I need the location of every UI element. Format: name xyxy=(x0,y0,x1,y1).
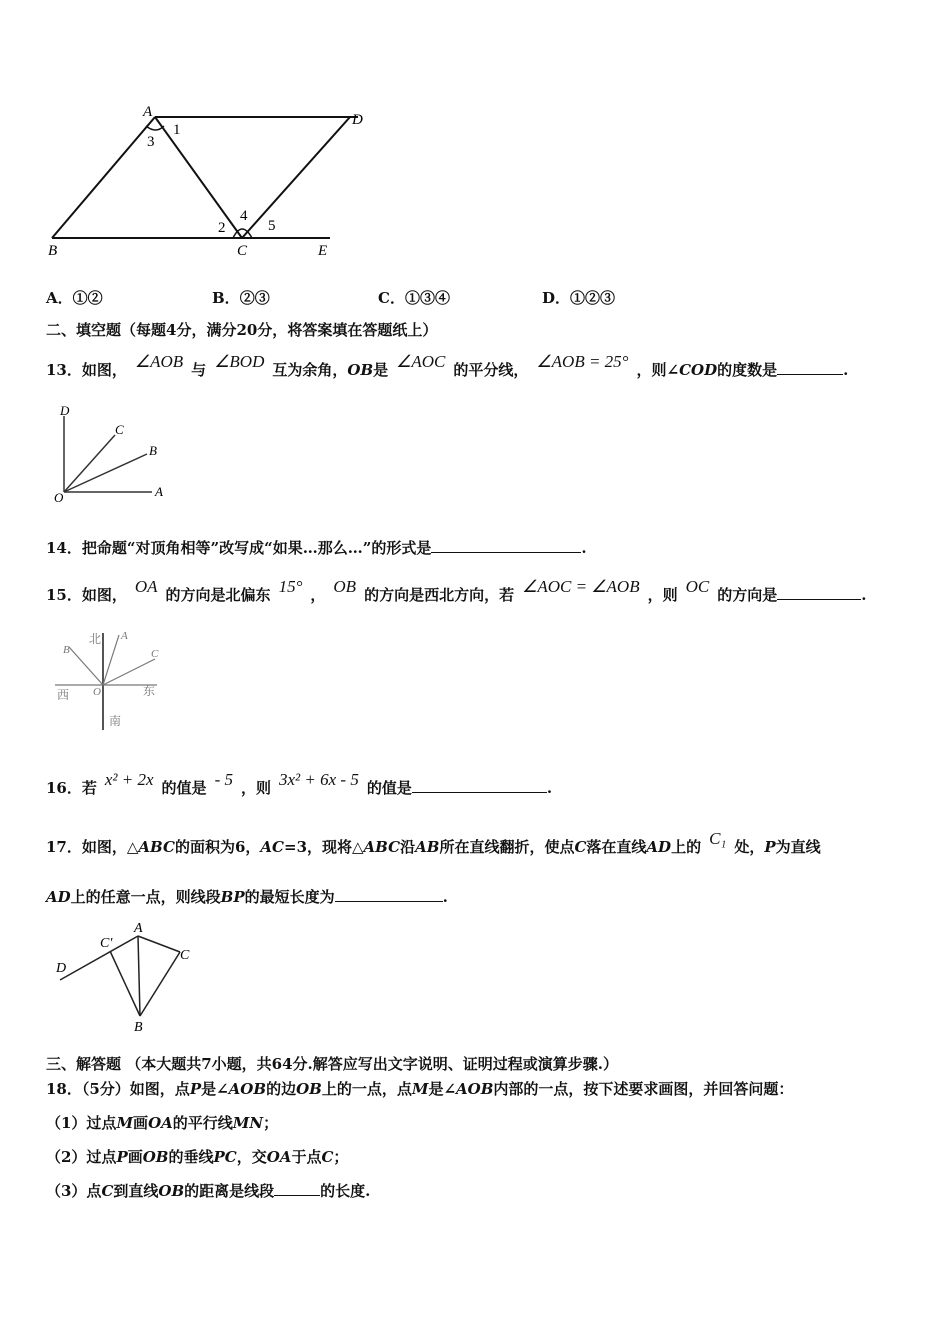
angle-2: 2 xyxy=(218,220,226,236)
question-14: 14．把命题“对顶角相等”改写成“如果…那么…”的形式是 . xyxy=(46,539,587,557)
question-18-part-1: （1）过点M画OA的平行线MN； xyxy=(46,1114,279,1132)
label-west: 西 xyxy=(57,688,70,702)
label-d: D xyxy=(352,112,363,128)
figure-q12 xyxy=(40,100,380,265)
section-fill-blank: 二、填空题（每题4分，满分20分，将答案填在答题纸上） xyxy=(46,321,438,339)
option-c[interactable]: C．①③④ xyxy=(378,289,450,307)
label-c: C xyxy=(151,648,159,660)
label-e: E xyxy=(318,243,328,259)
question-18-part-3: （3）点C到直线OB的距离是线段 的长度. xyxy=(46,1182,371,1200)
label-a: A xyxy=(143,104,153,120)
figure-q15 xyxy=(55,625,170,735)
label-south: 南 xyxy=(109,714,122,728)
label-b: B xyxy=(63,644,70,656)
question-16: 16．若 x² + 2x 的值是 - 5 ，则 3x² + 6x - 5 的值是 . xyxy=(46,770,553,797)
section-solutions: 三、解答题 （本大题共7小题，共64分.解答应写出文字说明、证明过程或演算步骤.） xyxy=(46,1055,618,1073)
angle-4: 4 xyxy=(240,208,248,224)
answer-blank-17[interactable] xyxy=(335,887,443,902)
answer-blank-15[interactable] xyxy=(777,585,861,600)
label-c: C xyxy=(115,422,124,437)
option-a[interactable]: A．①② xyxy=(46,289,103,307)
label-o: O xyxy=(54,490,64,505)
angle-5: 5 xyxy=(268,218,276,234)
label-d: D xyxy=(56,961,67,976)
label-a: A xyxy=(134,921,143,936)
angle-3: 3 xyxy=(147,134,155,150)
label-c1: C′ xyxy=(100,936,113,951)
label-a: A xyxy=(121,630,128,642)
figure-q17 xyxy=(52,920,202,1035)
label-c: C xyxy=(237,243,248,259)
answer-blank-14[interactable] xyxy=(431,538,581,553)
label-a: A xyxy=(155,484,163,499)
question-18-part-2: （2）过点P画OB的垂线PC，交OA于点C； xyxy=(46,1148,349,1166)
label-b: B xyxy=(149,443,157,458)
question-17-line-2: AD上的任意一点，则线段BP的最短长度为 . xyxy=(46,888,448,906)
label-o: O xyxy=(93,686,101,698)
question-18: 18．（5分）如图，点P是∠AOB的边OB上的一点，点M是∠AOB内部的一点，按下述要求画图，并回答问题： xyxy=(46,1080,794,1098)
label-east: 东 xyxy=(143,684,156,698)
angle-1: 1 xyxy=(173,122,181,138)
label-b: B xyxy=(48,243,58,259)
label-north: 北 xyxy=(89,632,102,646)
label-c: C xyxy=(180,948,190,963)
question-17-line-1: 17．如图，△ABC的面积为6，AC=3，现将△ABC沿AB所在直线翻折，使点C落在直线AD上的 C₁ 处，P为直线 xyxy=(46,829,821,856)
label-d: D xyxy=(60,403,70,418)
option-b[interactable]: B．②③ xyxy=(212,289,270,307)
question-13: 13．如图， ∠AOB 与 ∠BOD 互为余角，OB是 ∠AOC 的平分线， ∠AOB = 25° ，则∠COD的度数是 . xyxy=(46,352,849,379)
figure-q13 xyxy=(52,402,182,507)
label-b: B xyxy=(134,1020,143,1035)
answer-blank-18[interactable] xyxy=(274,1181,320,1196)
answer-blank-16[interactable] xyxy=(412,778,547,793)
answer-blank-13[interactable] xyxy=(777,360,843,375)
question-15: 15．如图， OA 的方向是北偏东 15° ， OB 的方向是西北方向，若 ∠AOC = ∠AOB ，则 OC 的方向是 . xyxy=(46,577,867,604)
option-d[interactable]: D．①②③ xyxy=(542,289,616,307)
